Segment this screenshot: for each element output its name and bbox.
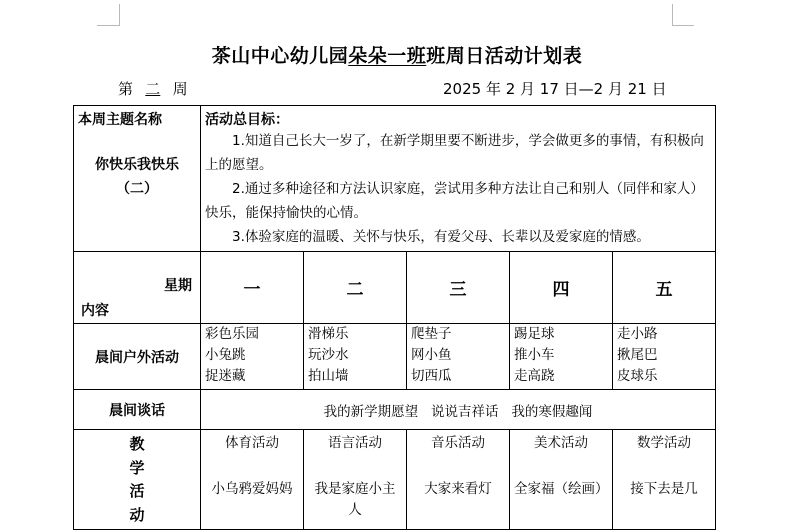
- title-prefix: 茶山中心幼儿园: [211, 45, 349, 67]
- teaching-label-char: 动: [129, 505, 145, 524]
- teaching-label: [74, 430, 201, 530]
- activity-content: 我是家庭小主人: [314, 481, 396, 518]
- teaching-row: [74, 430, 716, 530]
- date-range: 2025 年 2 月 17 日—2 月 21 日: [443, 80, 667, 98]
- theme-cell: [74, 106, 201, 252]
- crop-mark-top-right-horizontal: [672, 25, 694, 27]
- outdoor-fri: [613, 324, 716, 390]
- theme-name: 你快乐我快乐: [95, 157, 179, 173]
- title-suffix: 班周日活动计划表: [426, 45, 583, 67]
- content-label: 内容: [81, 303, 109, 319]
- outdoor-tue: [304, 324, 407, 390]
- theme-header: 本周主题名称: [78, 112, 162, 128]
- diagonal-header-cell: [74, 252, 201, 324]
- talk-content: 我的新学期愿望 说说吉祥话 我的寒假趣闻: [201, 390, 716, 430]
- activity-item: 小兔跳: [205, 347, 246, 363]
- goal-item: 1.知道自己长大一岁了，在新学期里要不断进步，学会做更多的事情，有积极向上的愿望。: [205, 133, 704, 173]
- weekday-mon: 一: [201, 252, 304, 324]
- activity-item: 滑梯乐: [308, 326, 349, 342]
- activity-item: 揪尾巴: [617, 347, 658, 363]
- activity-content: 小乌鸦爱妈妈: [211, 481, 293, 497]
- activity-item: 玩沙水: [308, 347, 349, 363]
- outdoor-label: 晨间户外活动: [74, 324, 201, 390]
- activity-type: 体育活动: [225, 435, 279, 451]
- activity-type: 数学活动: [637, 435, 691, 451]
- activity-content: 大家来看灯: [424, 481, 492, 497]
- outdoor-wed: [407, 324, 510, 390]
- activity-item: 彩色乐园: [205, 326, 259, 342]
- title-class-name: 朵朵一班: [348, 45, 427, 67]
- outdoor-row: [74, 324, 716, 390]
- weekday-fri: 五: [613, 252, 716, 324]
- teaching-tue: [304, 430, 407, 530]
- activity-item: 踢足球: [514, 326, 555, 342]
- week-number: 二: [145, 80, 161, 98]
- document-title: [0, 41, 794, 68]
- talk-row: [74, 390, 716, 430]
- goal-item: 2.通过多种途径和方法认识家庭，尝试用多种方法让自己和别人（同伴和家人）快乐，能保持愉快的心情。: [205, 181, 704, 221]
- week-suffix: 周: [172, 80, 188, 98]
- teaching-label-char: 教: [129, 435, 145, 453]
- activity-content: 全家福（绘画）: [514, 481, 609, 497]
- activity-type: 语言活动: [328, 435, 382, 451]
- teaching-fri: [613, 430, 716, 530]
- weekday-thu: 四: [510, 252, 613, 324]
- activity-item: 网小鱼: [411, 347, 452, 363]
- activity-type: 音乐活动: [431, 435, 485, 451]
- activity-item: 爬垫子: [411, 326, 452, 342]
- talk-label: 晨间谈话: [74, 390, 201, 430]
- weekday-wed: 三: [407, 252, 510, 324]
- activity-item: 推小车: [514, 347, 555, 363]
- theme-row: [74, 106, 716, 252]
- activity-content: 接下去是几: [630, 481, 698, 497]
- activity-item: 拍山墙: [308, 368, 349, 384]
- activity-item: 走小路: [617, 326, 658, 342]
- weekday-tue: 二: [304, 252, 407, 324]
- weekday-row: [74, 252, 716, 324]
- activity-item: 走高跷: [514, 368, 555, 384]
- weekday-label: 星期: [164, 278, 192, 294]
- outdoor-mon: [201, 324, 304, 390]
- teaching-mon: [201, 430, 304, 530]
- goals-cell: [201, 106, 716, 252]
- week-prefix: 第: [118, 80, 134, 98]
- teaching-wed: [407, 430, 510, 530]
- crop-mark-top-right: [672, 4, 674, 26]
- goals-header: 活动总目标：: [205, 112, 289, 128]
- activity-type: 美术活动: [534, 435, 588, 451]
- outdoor-thu: [510, 324, 613, 390]
- activity-item: 切西瓜: [411, 368, 452, 384]
- goal-item: 3.体验家庭的温暖、关怀与快乐，有爱父母、长辈以及爱家庭的情感。: [232, 229, 650, 245]
- weekly-plan-table: [73, 105, 716, 530]
- crop-mark-top-left: [119, 4, 121, 26]
- teaching-label-char: 活: [129, 482, 145, 500]
- crop-mark-top-left-horizontal: [97, 25, 119, 27]
- theme-part: （二）: [116, 181, 158, 197]
- activity-item: 皮球乐: [617, 368, 658, 384]
- teaching-thu: [510, 430, 613, 530]
- teaching-label-char: 学: [129, 458, 145, 477]
- week-number-line: [118, 78, 188, 99]
- activity-item: 捉迷藏: [205, 368, 246, 384]
